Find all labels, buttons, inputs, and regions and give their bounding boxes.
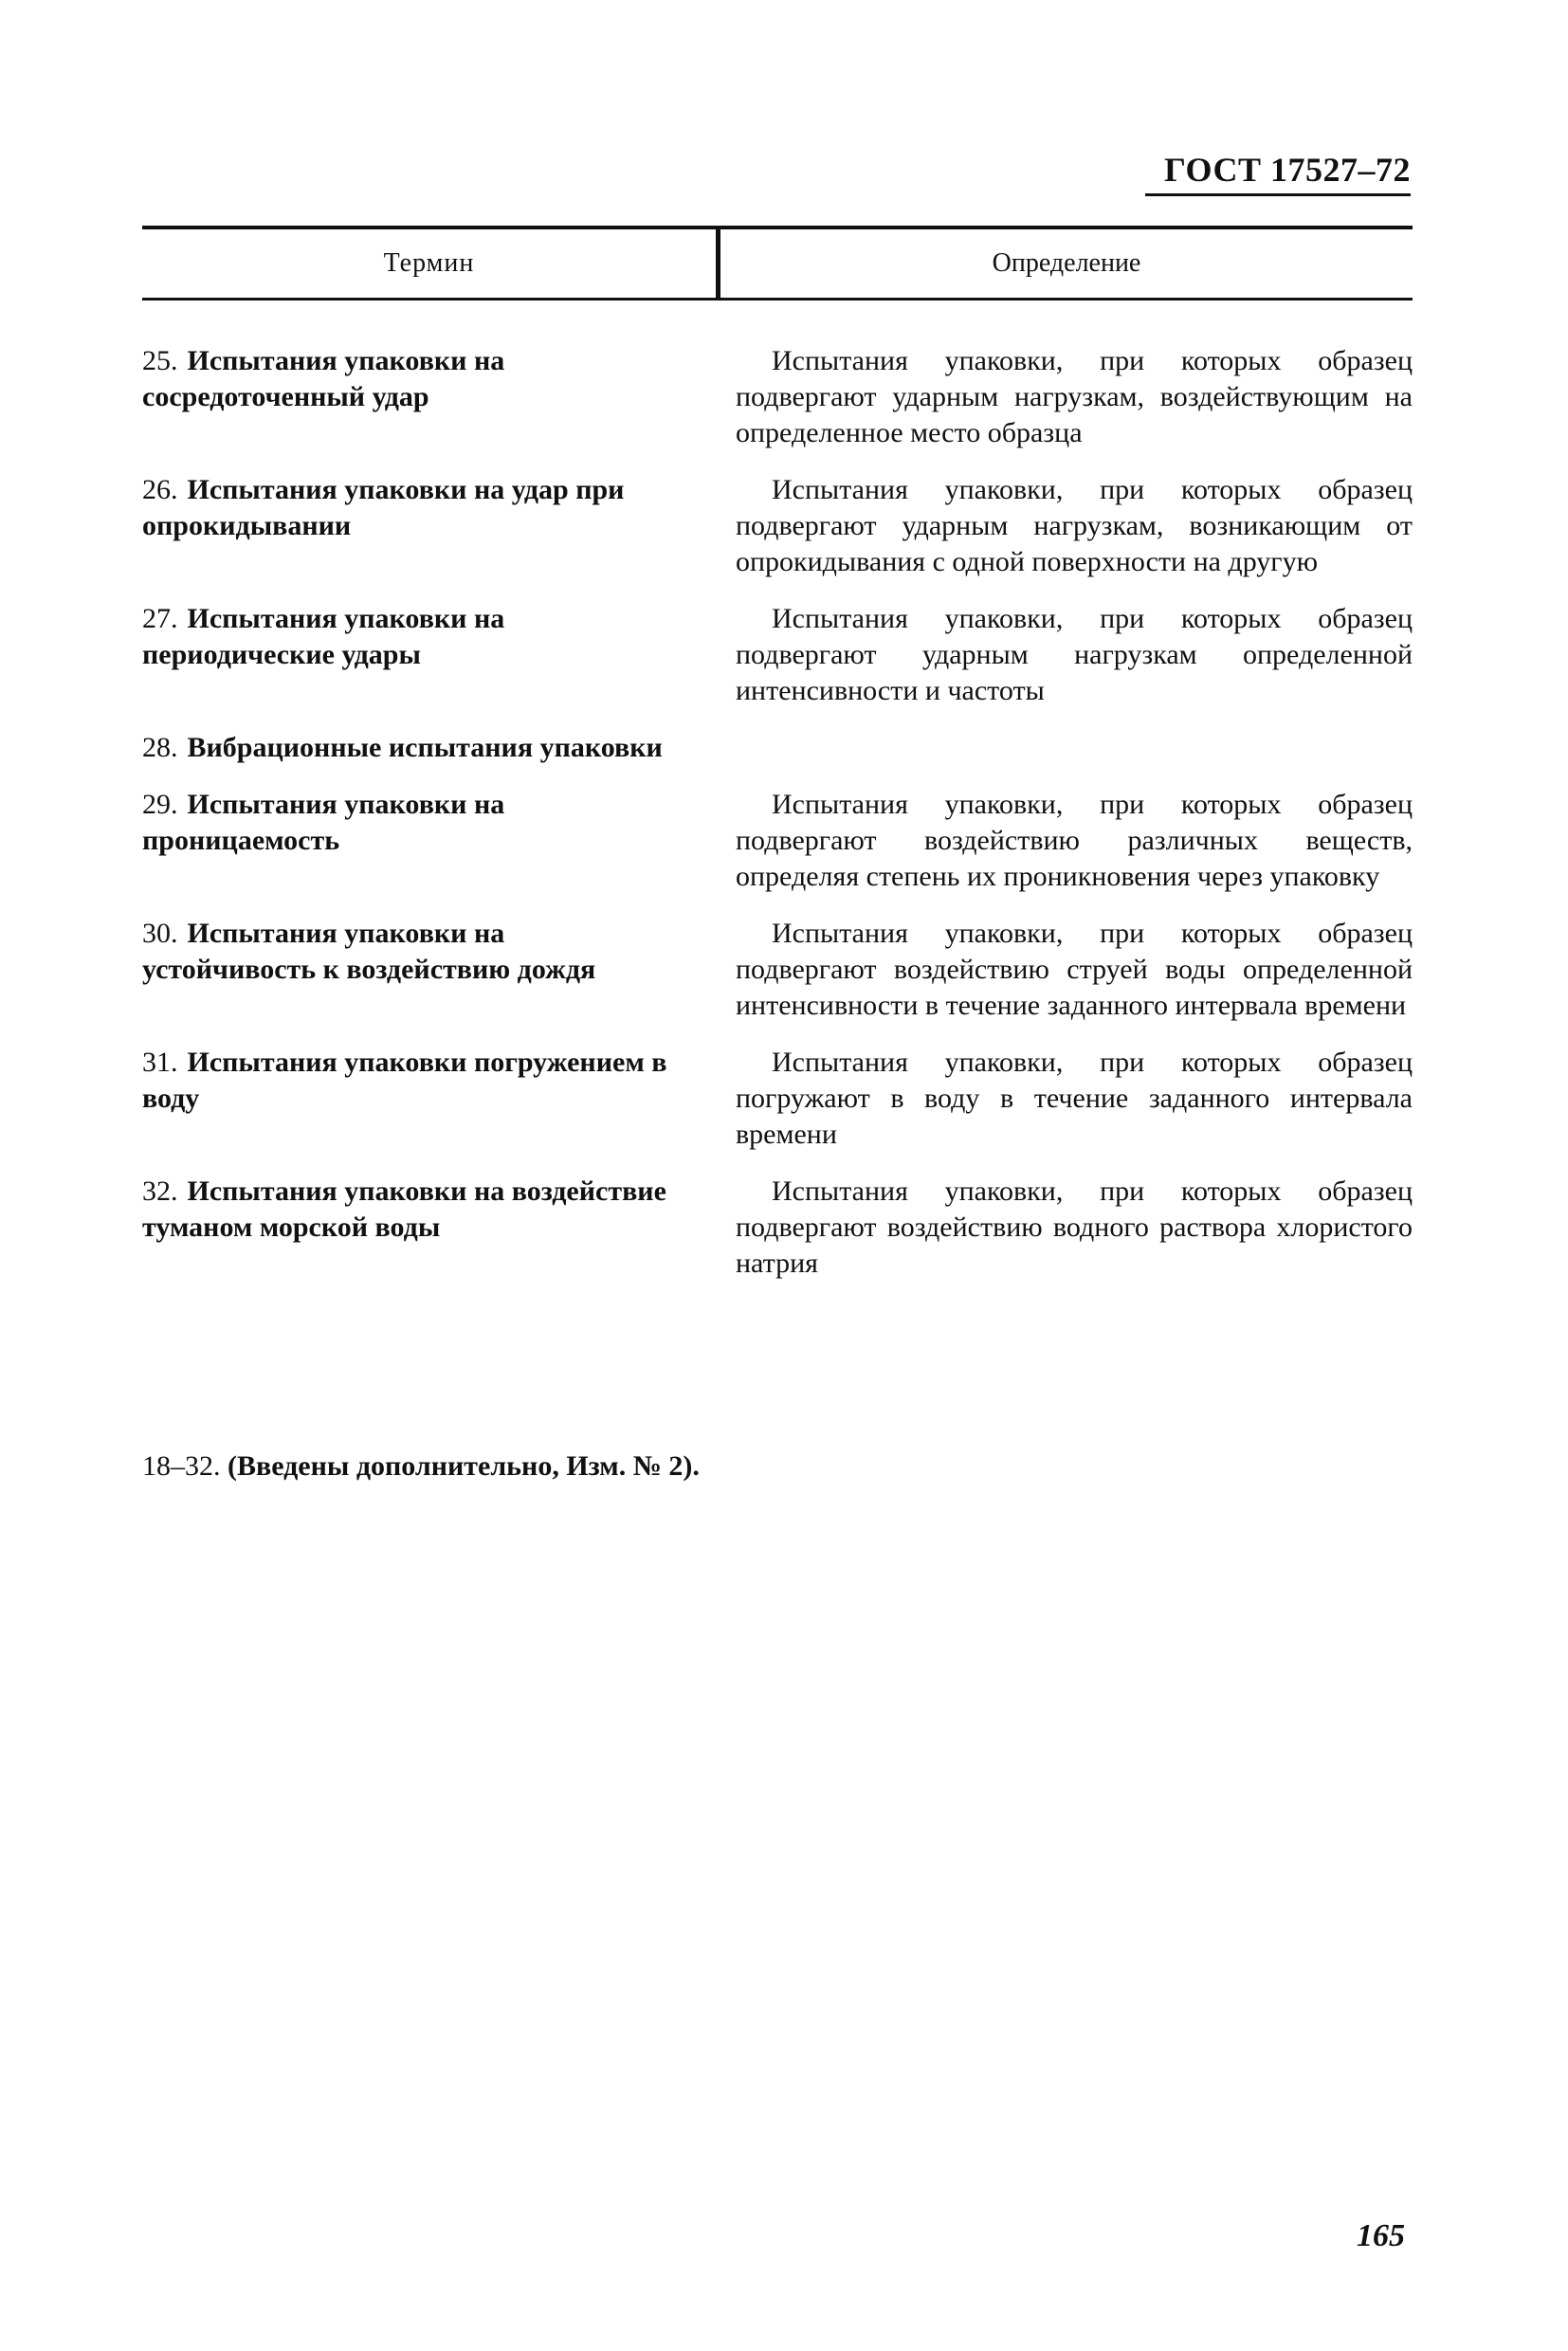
term-text: Испытания упаковки погружением в воду xyxy=(142,1047,667,1114)
term-cell xyxy=(142,601,683,709)
term-entry xyxy=(142,916,1413,1024)
term-number: 27. xyxy=(142,603,178,634)
term-cell xyxy=(142,916,683,1024)
definition-cell: Испытания упаковки, при которых образец погружают в воду в течение заданного интервала времени xyxy=(736,1047,1413,1150)
term-number: 32. xyxy=(142,1176,178,1207)
term-text: Испытания упаковки на удар при опрокидывании xyxy=(142,474,625,541)
page-number: 165 xyxy=(1357,2218,1405,2253)
definition-cell: Испытания упаковки, при которых образец подвергают ударным нагрузкам, воздействующим на определенное место образца xyxy=(736,345,1413,448)
term-entry xyxy=(142,601,1413,709)
term-number: 29. xyxy=(142,789,178,820)
term-number: 28. xyxy=(142,732,178,763)
amendment-note xyxy=(142,1450,700,1483)
term-number: 30. xyxy=(142,918,178,949)
definition-cell: Испытания упаковки, при которых образец подвергают воздействию водного раствора хлористого натрия xyxy=(736,1176,1413,1279)
definition-cell: Испытания упаковки, при которых образец подвергают воздействию струей воды определенной интенсивности в течение заданного интервала времени xyxy=(736,918,1413,1021)
definition-cell: Испытания упаковки, при которых образец подвергают ударным нагрузкам определенной интенсивности и частоты xyxy=(736,603,1413,706)
term-entry xyxy=(142,343,1413,451)
standard-header: ГОСТ 17527–72 xyxy=(1145,150,1411,196)
term-text: Вибрационные испытания упаковки xyxy=(187,732,663,763)
term-cell xyxy=(142,730,683,766)
term-number: 26. xyxy=(142,474,178,505)
term-cell xyxy=(142,787,683,895)
definition-cell xyxy=(736,730,1413,766)
term-text: Испытания упаковки на устойчивость к воздействию дождя xyxy=(142,918,596,985)
term-text: Испытания упаковки на воздействие туманом морской воды xyxy=(142,1176,666,1243)
note-range: 18–32. xyxy=(142,1450,221,1482)
term-text: Испытания упаковки на периодические удары xyxy=(142,603,505,670)
term-entry xyxy=(142,472,1413,580)
note-text: (Введены дополнительно, Изм. № 2). xyxy=(228,1450,700,1482)
term-cell xyxy=(142,472,683,580)
column-header-term: Термин xyxy=(383,248,475,278)
term-cell xyxy=(142,343,683,451)
definition-cell: Испытания упаковки, при которых образец подвергают ударным нагрузкам, возникающим от опрокидывания с одной поверхности на другую xyxy=(736,474,1413,577)
definition-cell: Испытания упаковки, при которых образец подвергают воздействию различных веществ, определяя степень их проникновения через упаковку xyxy=(736,789,1413,892)
term-entry xyxy=(142,787,1413,895)
term-cell xyxy=(142,1045,683,1153)
column-header-definition: Определение xyxy=(992,248,1141,278)
term-entry xyxy=(142,1045,1413,1153)
term-cell xyxy=(142,1174,683,1282)
term-text: Испытания упаковки на сосредоточенный удар xyxy=(142,345,505,412)
term-entry xyxy=(142,1174,1413,1282)
terms-list xyxy=(142,343,1413,1303)
term-number: 31. xyxy=(142,1047,178,1078)
term-entry xyxy=(142,730,1413,766)
term-number: 25. xyxy=(142,345,178,376)
table-header xyxy=(142,226,1413,301)
term-text: Испытания упаковки на проницаемость xyxy=(142,789,505,856)
